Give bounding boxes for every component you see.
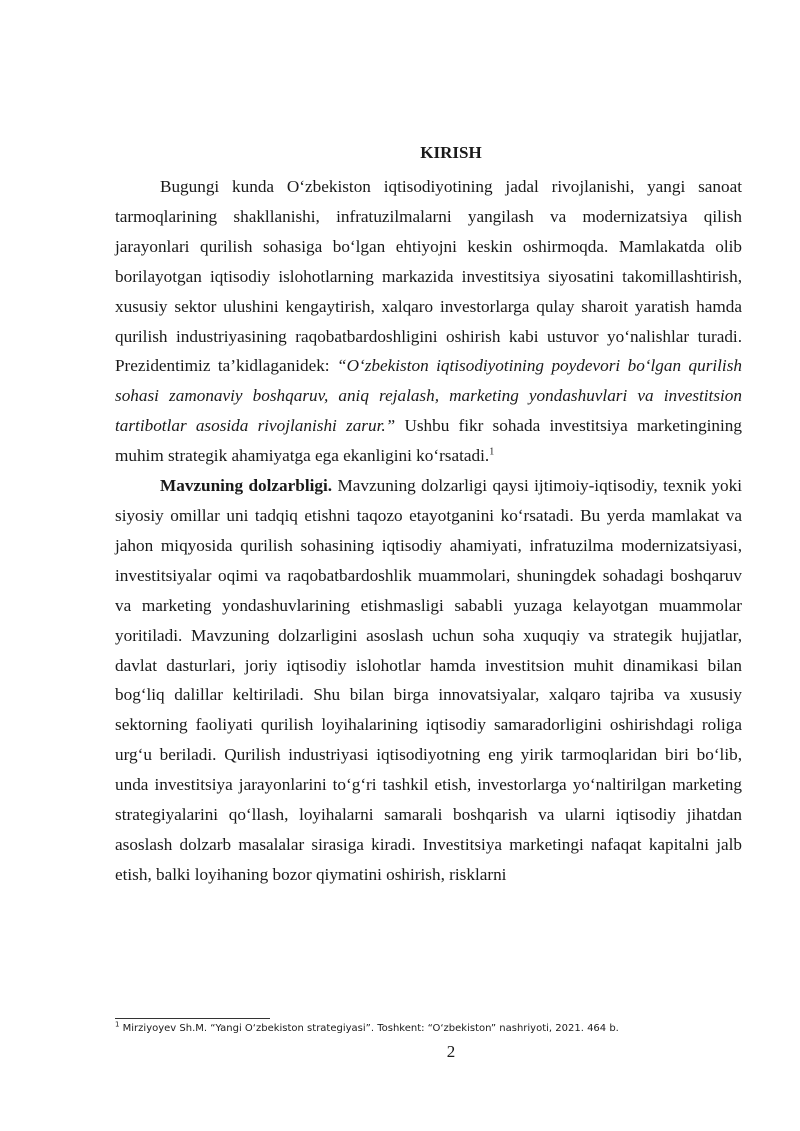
relevance-lead: Mavzuning dolzarbligi.: [160, 476, 333, 496]
footnote-number: 1: [115, 1020, 120, 1029]
president-quote: “O‘zbekiston iqtisodiyotining poydevori bo‘lgan qurilish sohasi zamonaviy boshqaruv, aniq rejalash, marketing yondashuvlari va investitsion tartibotlar asosida rivojlanishi zarur.”: [115, 356, 742, 436]
intro-paragraph: [115, 172, 742, 471]
body-text: [115, 172, 742, 890]
intro-conclusion: Ushbu fikr sohada investitsiya marketingining muhim strategik ahamiyatga ega ekanligini ko‘rsatadi.: [115, 416, 742, 466]
footnote-separator: [115, 1018, 270, 1019]
footnote: [115, 1022, 742, 1036]
document-page: [115, 0, 742, 1131]
relevance-text: Mavzuning dolzarligi qaysi ijtimoiy-iqtisodiy, texnik yoki siyosiy omillar uni tadqiq etishni taqozo etayotganini ko‘rsatadi. Bu yerda mamlakat va jahon miqyosida qurilish sohasining iqtisodiy ahamiyati, infratuzilma modernizatsiyasi, investitsiyalar oqimi va raqobatbardoshlik muammolari, shuningdek sohadagi boshqaruv va marketing yondashuvlarining etishmasligi sababli yuzaga kelayotgan muammolar yoritiladi. Mavzuning dolzarligini asoslash uchun soha xuquqiy va strategik hujjatlar, davlat dasturlari, joriy iqtisodiy islohotlar hamda investitsion muhit dinamikasi bilan bog‘liq dalillar keltiriladi. Shu bilan birga innovatsiyalar, xalqaro tajriba va xususiy sektorning faoliyati qurilish loyihalarining iqtisodiy samaradorligini oshirishdagi roliga urg‘u beriladi. Qurilish industriyasi iqtisodiyotning eng yirik tarmoqlaridan biri bo‘lib, unda investitsiya jarayonlarini to‘g‘ri tashkil etish, investorlarga yo‘naltirilgan marketing strategiyalarini qo‘llash, loyihalarni samarali boshqarish va ularni iqtisodiy jihatdan asoslash dolzarb masalalar sirasiga kiradi. Investitsiya marketingi nafaqat kapitalni jalb etish, balki loyihaning bozor qiymatini oshirish, risklarni: [115, 476, 742, 884]
footnote-text: Mirziyoyev Sh.M. “Yangi O‘zbekiston strategiyasi”. Toshkent: “O‘zbekiston” nashriyoti, 2021. 464 b.: [119, 1023, 619, 1034]
section-heading: KIRISH: [420, 143, 482, 162]
relevance-paragraph: [115, 471, 742, 890]
footnote-reference[interactable]: 1: [489, 446, 495, 458]
intro-text: Bugungi kunda O‘zbekiston iqtisodiyotining jadal rivojlanishi, yangi sanoat tarmoqlarining shakllanishi, infratuzilmalarni yangilash va modernizatsiya qilish jarayonlari qurilish sohasiga bo‘lgan ehtiyojni keskin oshirmoqda. Mamlakatda olib borilayotgan iqtisodiy islohotlarning markazida investitsiya siyosatini takomillashtirish, xususiy sektor ulushini kengaytirish, xalqaro investorlarga qulay sharoit yaratish hamda qurilish industriyasining raqobatbardoshligini oshirish kabi ustuvor yo‘nalishlar turadi. Prezidentimiz ta’kidlaganidek:: [115, 177, 742, 376]
page-number: 2: [446, 1042, 456, 1061]
